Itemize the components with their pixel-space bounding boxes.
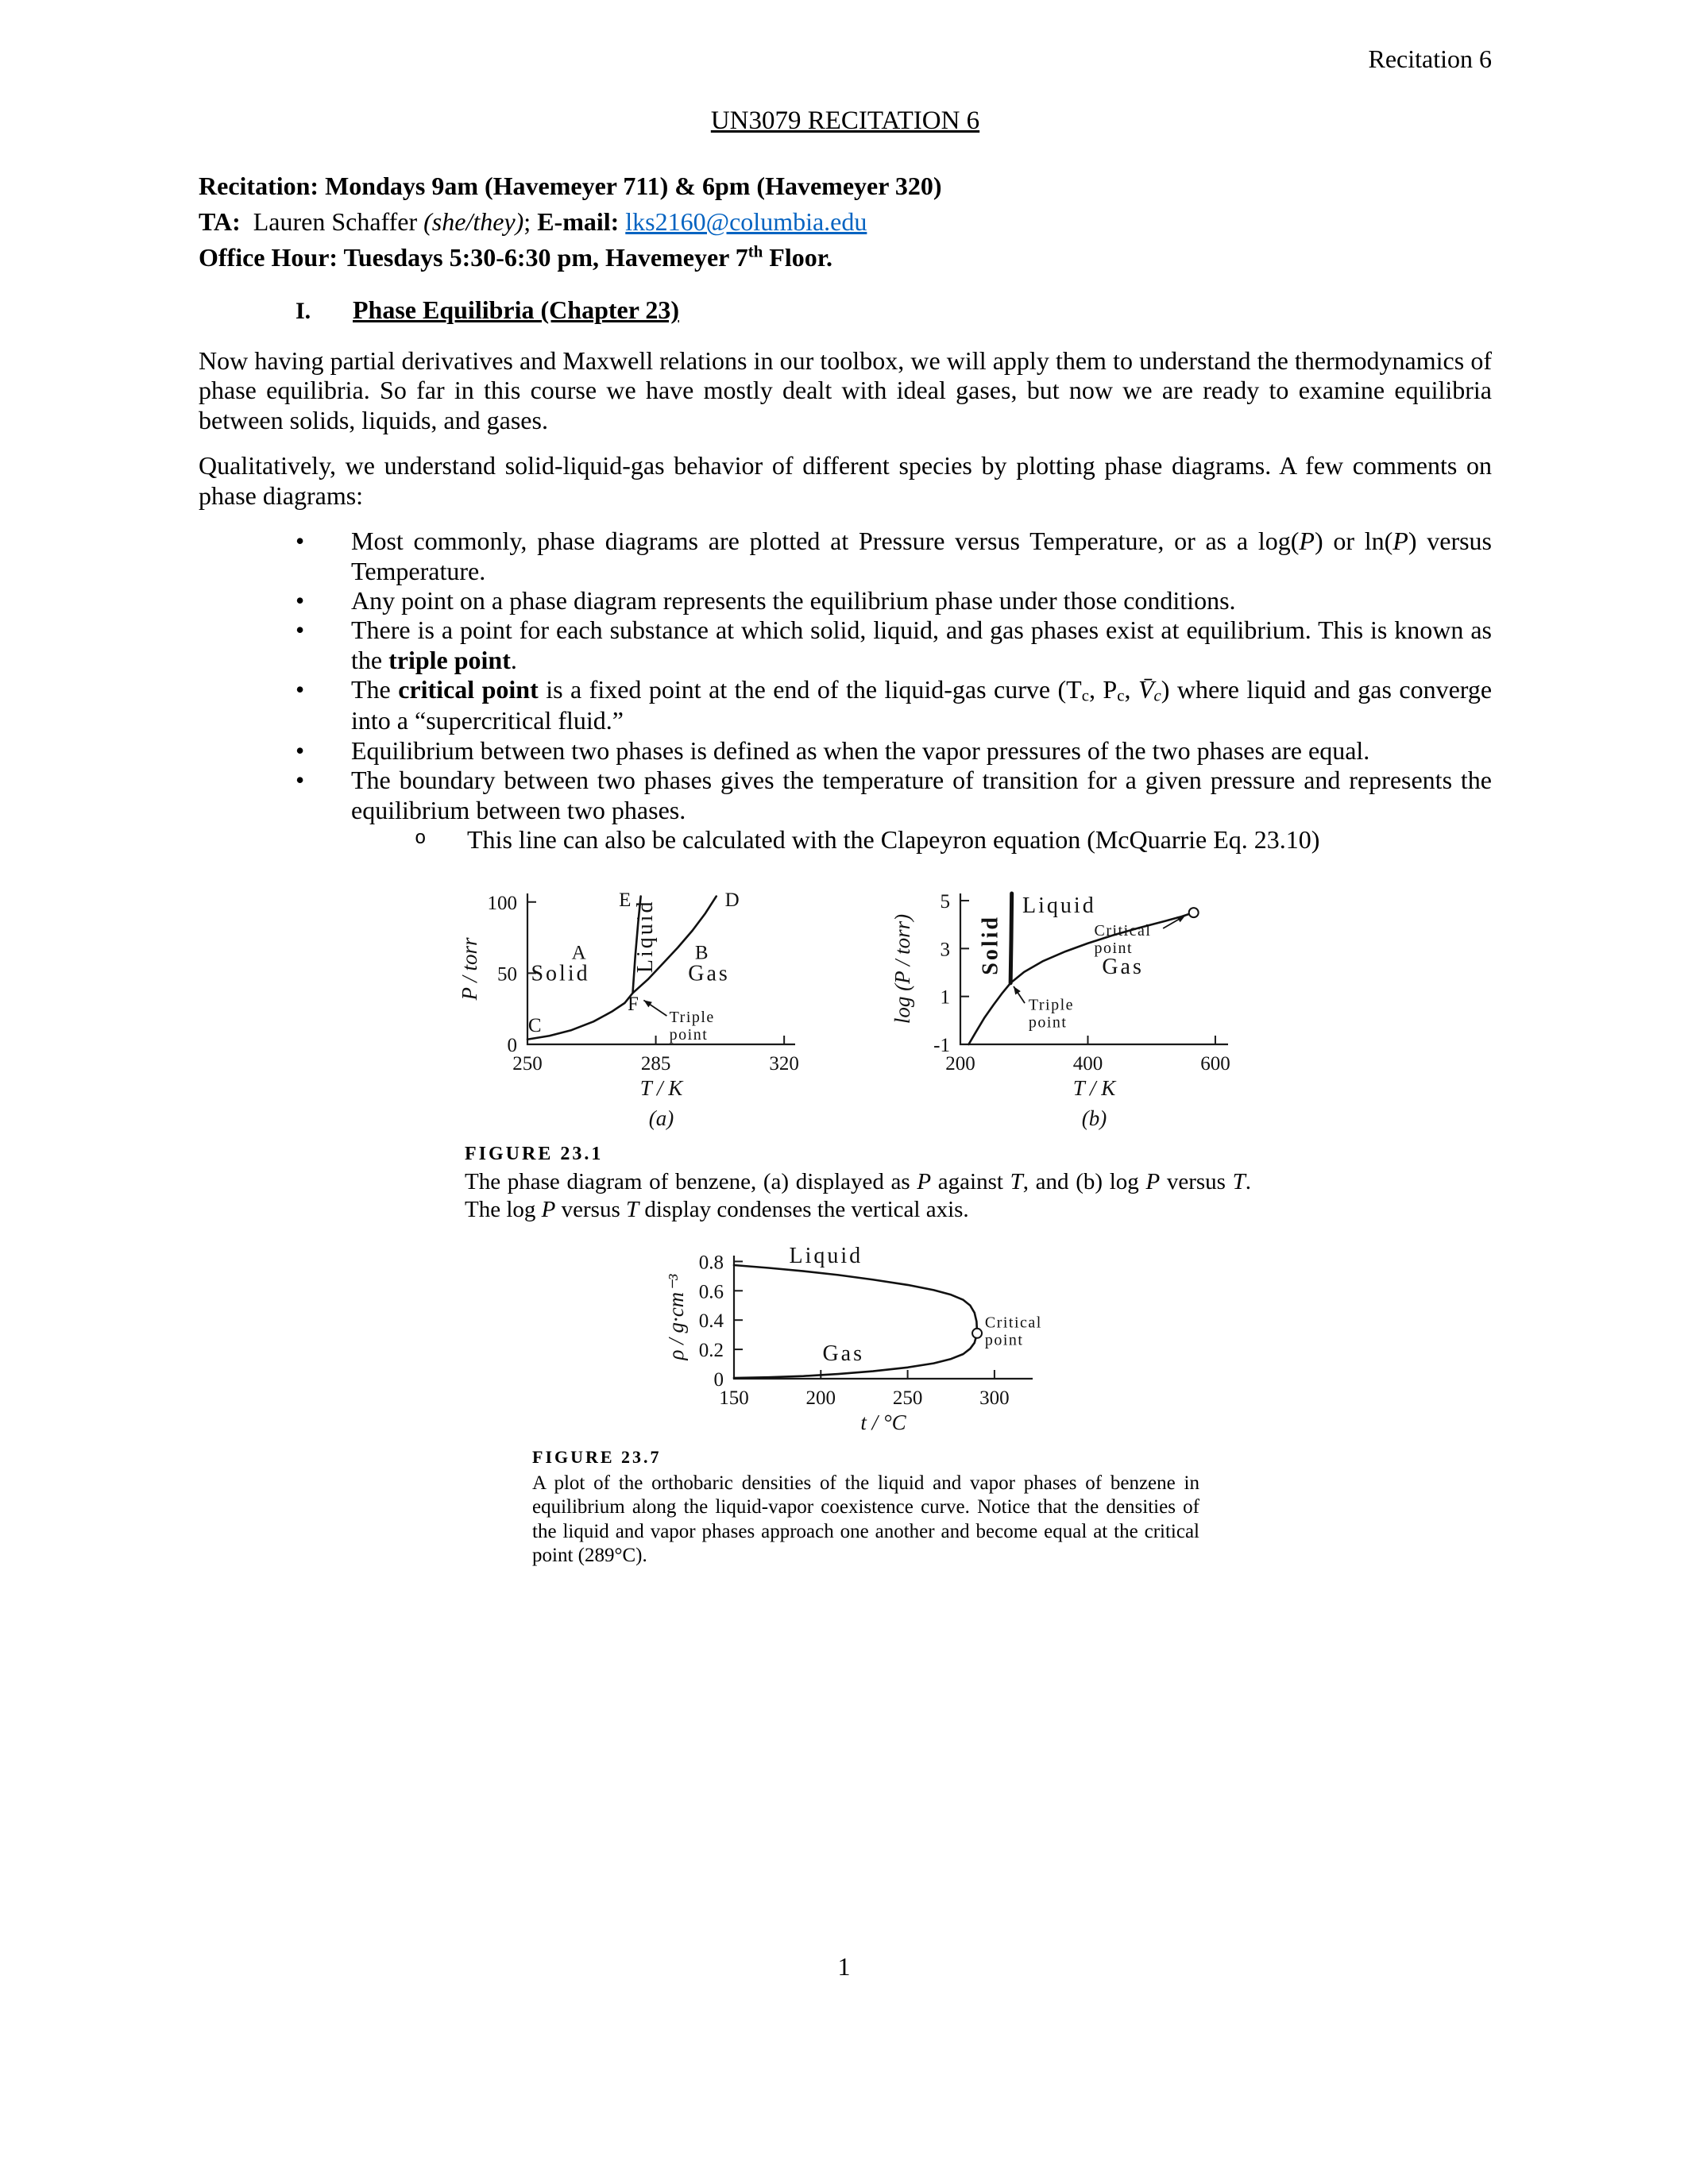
- bullet-text: Equilibrium between two phases is defined as when the vapor pressures of the two phases are equal.: [351, 735, 1370, 765]
- chart-label: Gas: [688, 960, 730, 986]
- intro-paragraph: Now having partial derivatives and Maxwell relations in our toolbox, we will apply them to understand the thermodynamics of phase equilibria. So far in this course we have mostly dealt with ideal gases, but now we are ready to examine equilibria between solids, liquids, and gases.: [199, 345, 1492, 434]
- chart-label: P / torr: [458, 936, 481, 1001]
- figure-23-1-caption-text: The phase diagram of benzene, (a) displayed as P against T, and (b) log P versus T. The log P versus T display condenses the vertical axis.: [465, 1169, 1251, 1223]
- figure-23-1-caption: [465, 1143, 1251, 1224]
- chart-label: 320: [769, 1052, 799, 1075]
- recitation-times-line: Recitation: Mondays 9am (Havemeyer 711) & 6pm (Havemeyer 320): [199, 172, 942, 201]
- chart-label: Triple: [1028, 995, 1075, 1013]
- bullet-list: [199, 527, 1492, 855]
- chart-label: Liquid: [632, 898, 658, 973]
- bullet-marker: •: [295, 527, 305, 556]
- chart-label: 300: [979, 1387, 1010, 1409]
- chart-label: 200: [805, 1387, 836, 1409]
- critical-point-marker: [1189, 908, 1199, 917]
- chart-label: 150: [719, 1387, 749, 1409]
- chart-label: 250: [512, 1052, 543, 1075]
- section-title: Phase Equilibria (Chapter 23): [353, 295, 679, 325]
- figure-23-7-label: FIGURE 23.7: [532, 1446, 662, 1467]
- phase-diagram-P-vs-T: [444, 882, 817, 1138]
- chart-label: C: [527, 1014, 542, 1036]
- sub-bullet-marker: o: [415, 828, 427, 851]
- chart-label: 100: [487, 892, 517, 914]
- chart-label: Liquid: [789, 1245, 863, 1269]
- density-coexistence-plot: [639, 1246, 1052, 1441]
- chart-label: 0.8: [698, 1252, 724, 1274]
- chart-label: B: [694, 941, 709, 963]
- chart-label: -1: [933, 1034, 950, 1056]
- chart-label: 250: [892, 1387, 923, 1409]
- chart-label: Solid: [978, 914, 1003, 975]
- header-text: Recitation 6: [1368, 44, 1492, 73]
- chart-label: log (P / torr): [890, 913, 914, 1024]
- bullet-marker: •: [295, 615, 305, 645]
- chart-label: Gas: [822, 1341, 864, 1366]
- bullet-item-5: [199, 736, 1492, 766]
- chart-label: D: [724, 889, 740, 911]
- chart-label: 285: [640, 1052, 671, 1075]
- bullet-marker: •: [295, 585, 305, 615]
- section-numeral: I.: [295, 298, 311, 325]
- chart-label: 0.6: [698, 1281, 724, 1303]
- chart-label: 5: [940, 890, 950, 913]
- melting-curve: [1010, 893, 1012, 983]
- chart-label: point: [1028, 1013, 1068, 1031]
- figure-23-1-label: FIGURE 23.1: [465, 1143, 604, 1164]
- bullet-marker: •: [295, 766, 305, 795]
- chart-label: Critical: [984, 1314, 1042, 1332]
- page-header: [199, 44, 1492, 74]
- chart-label: 0: [713, 1368, 724, 1391]
- chart-label: point: [984, 1331, 1024, 1349]
- chart-label: 0.2: [698, 1339, 724, 1361]
- liquid-density: [734, 1265, 977, 1333]
- chart-label: 3: [940, 938, 950, 960]
- chart-label: 1: [940, 986, 950, 1009]
- chart-label: 0: [507, 1034, 517, 1056]
- ta-email-line: TA: Lauren Schaffer (she/they); E-mail: lks2160@columbia.edu: [199, 206, 867, 236]
- bullet-item-2: [199, 586, 1492, 615]
- sub-bullet-text: This line can also be calculated with the Clapeyron equation (McQuarrie Eq. 23.10): [467, 825, 1320, 855]
- chart-label: t / °C: [860, 1410, 906, 1434]
- document-title-text: UN3079 RECITATION 6: [710, 106, 980, 136]
- document-content: [199, 44, 1492, 1569]
- chart-label: (a): [648, 1106, 674, 1130]
- bullet-item-3: [199, 615, 1492, 675]
- bullet-item-1: [199, 527, 1492, 586]
- chart-label: point: [669, 1025, 709, 1044]
- chart-label: (b): [1081, 1106, 1107, 1130]
- figure-23-7: [199, 1246, 1492, 1441]
- bullet-marker: •: [295, 735, 305, 765]
- chart-label: 400: [1072, 1052, 1103, 1075]
- section-heading: [295, 295, 1492, 325]
- bullet-text: The critical point is a fixed point at the end of the liquid-gas curve (Tc, Pc, V̄c) where liquid and gas converge into a “supercritical fluid.”: [351, 675, 1493, 735]
- chart-label: T / K: [1072, 1075, 1116, 1100]
- chart-label: Solid: [531, 960, 590, 986]
- chart-label: 600: [1200, 1052, 1230, 1075]
- chart-label: 200: [945, 1052, 975, 1075]
- bullet-text: Any point on a phase diagram represents the equilibrium phase under those conditions.: [351, 585, 1236, 615]
- chart-label: A: [571, 941, 586, 963]
- critical-point-marker: [972, 1329, 982, 1338]
- sublimation-curve: [527, 993, 632, 1039]
- bullet-item-4: [199, 675, 1492, 736]
- sublimation-curve: [968, 982, 1010, 1044]
- chart-label: T / K: [639, 1075, 683, 1100]
- chart-label: 0.4: [698, 1310, 724, 1333]
- chart-label: 50: [497, 963, 517, 985]
- figure-23-1: [199, 882, 1492, 1138]
- bullet-marker: •: [295, 675, 305, 704]
- course-info: [199, 168, 1492, 275]
- bullet-text: The boundary between two phases gives the temperature of transition for a given pressure and represents the equilibrium between two phases.: [351, 766, 1492, 824]
- chart-label: F: [628, 993, 639, 1015]
- chart-label: ρ / g·cm⁻³: [664, 1274, 688, 1360]
- chart-label: Gas: [1102, 954, 1144, 979]
- chart-label: Triple: [669, 1008, 715, 1026]
- chart-label: Liquid: [1022, 893, 1096, 918]
- page-number: 1: [837, 1952, 851, 1981]
- chart-label: E: [619, 889, 632, 911]
- office-hours-line: Office Hour: Tuesdays 5:30-6:30 pm, Havemeyer 7th Floor.: [199, 242, 832, 272]
- chart-label: point: [1094, 939, 1134, 957]
- bullet-text: Most commonly, phase diagrams are plotted at Pressure versus Temperature, or as a log(P) or ln(P) versus Temperature.: [351, 527, 1493, 585]
- figure-23-7-caption: [532, 1447, 1199, 1569]
- phase-diagram-paragraph: Qualitatively, we understand solid-liquid-gas behavior of different species by plotting phase diagrams. A few comments on phase diagrams:: [199, 451, 1492, 510]
- email-link[interactable]: lks2160@columbia.edu: [625, 206, 867, 236]
- figure-23-7-caption-text: A plot of the orthobaric densities of the liquid and vapor phases of benzene in equilibrium along the liquid-vapor coexistence curve. Notice that the densities of the liquid and vapor phases approach one another and become equal at the critical point (289°C).: [532, 1472, 1199, 1567]
- chart-label: Critical: [1094, 921, 1152, 940]
- bullet-item-6: [199, 766, 1492, 825]
- document-title: [199, 106, 1492, 137]
- phase-diagram-logP-vs-T: [873, 882, 1246, 1138]
- bullet-text: There is a point for each substance at which solid, liquid, and gas phases exist at equilibrium. This is known as the triple point.: [351, 615, 1492, 674]
- sub-bullet-item: [199, 825, 1492, 855]
